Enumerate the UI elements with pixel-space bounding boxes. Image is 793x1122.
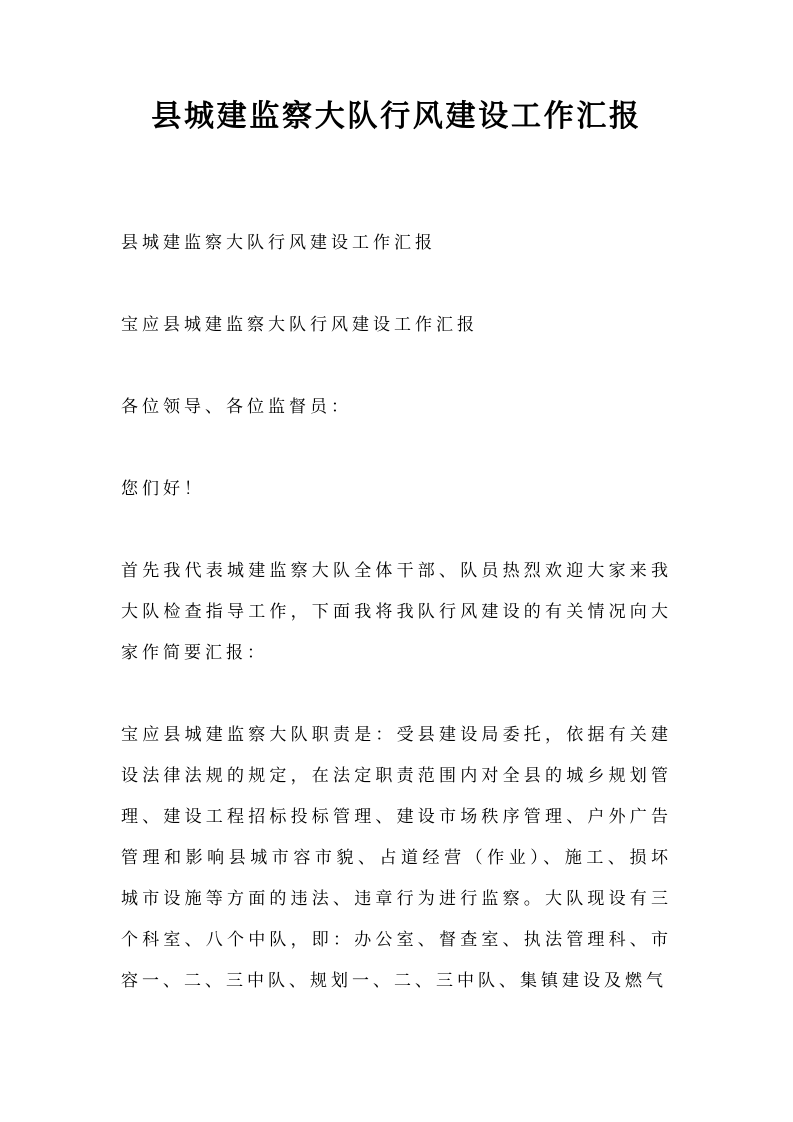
paragraph-greeting: 您们好！ [121,479,205,498]
paragraph-intro: 首先我代表城建监察大队全体干部、队员热烈欢迎大家来我大队检查指导工作，下面我将我队行风建设的有关情况向大家作简要汇报： [121,561,672,662]
document-title: 县城建监察大队行风建设工作汇报 [151,100,642,133]
paragraph-duties: 宝应县城建监察大队职责是：受县建设局委托，依据有关建设法律法规的规定，在法定职责范围内对全县的城乡规划管理、建设工程招标投标管理、建设市场秩序管理、户外广告管理和影响县城市容市貌、占道经营（作业）、施工、损坏城市设施等方面的违法、违章行为进行监察。大队现设有三个科室、八个中队，即：办公室、督查室、执法管理科、市容一、二、三中队、规划一、二、三中队、集镇建设及燃气 [121,725,672,990]
paragraph-salutation: 各位领导、各位监督员： [121,397,352,416]
paragraph-subtitle-line: 宝应县城建监察大队行风建设工作汇报 [121,315,478,334]
paragraph-title-line: 县城建监察大队行风建设工作汇报 [121,233,436,252]
